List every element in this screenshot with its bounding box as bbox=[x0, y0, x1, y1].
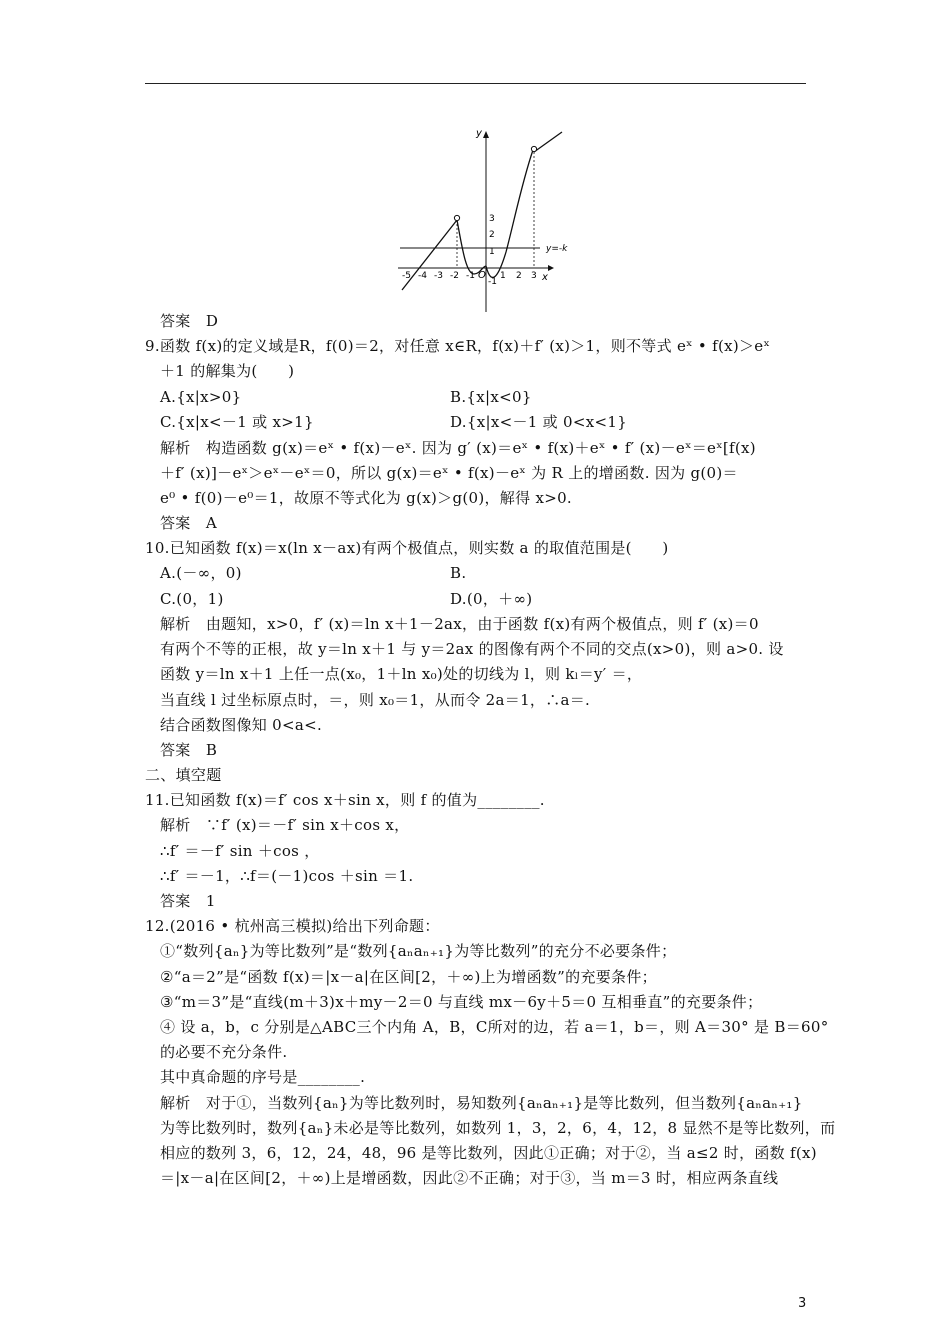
text-line: 12.(2016 • 杭州高三模拟)给出下列命题： bbox=[145, 917, 440, 935]
text-line: 解析 对于①，当数列{aₙ}为等比数列时，易知数列{aₙaₙ₊₁}是等比数列，但当数列{aₙaₙ₊₁} bbox=[160, 1094, 803, 1112]
x-tick-label: 1 bbox=[500, 271, 506, 281]
text-line: 解析 由题知，x>0，f′ (x)＝ln x＋1－2ax，由于函数 f(x)有两个极值点，则 f′ (x)＝0 bbox=[160, 615, 759, 633]
text-line: B.{x|x<0} bbox=[450, 388, 532, 406]
text-line: 二、填空题 bbox=[145, 766, 222, 784]
page-number: 3 bbox=[798, 1296, 807, 1311]
x-tick-label: -5 bbox=[402, 271, 411, 281]
text-line: D.{x|x<－1 或 0<x<1} bbox=[450, 413, 628, 431]
x-tick-label: 2 bbox=[516, 271, 522, 281]
origin-label: O bbox=[478, 270, 486, 281]
x-axis-label: x bbox=[542, 272, 548, 283]
line-label: y=-k bbox=[546, 244, 568, 254]
y-tick-label: 2 bbox=[489, 230, 495, 240]
text-line: 9.函数 f(x)的定义域是R，f(0)＝2，对任意 x∈R，f(x)＋f′ (x)＞1，则不等式 eˣ • f(x)＞eˣ bbox=[145, 337, 771, 355]
x-tick-label: 3 bbox=[531, 271, 537, 281]
text-line: 解析 构造函数 g(x)＝eˣ • f(x)－eˣ. 因为 g′ (x)＝eˣ • f(x)＋eˣ • f′ (x)－eˣ＝eˣ[f(x) bbox=[160, 439, 756, 457]
text-line: ＋1 的解集为( ) bbox=[160, 362, 295, 380]
text-line: ＋f′ (x)]－eˣ＞eˣ－eˣ＝0，所以 g(x)＝eˣ • f(x)－eˣ 为 R 上的增函数. 因为 g(0)＝ bbox=[160, 464, 738, 482]
x-tick-label: -1 bbox=[466, 271, 475, 281]
y-tick-label: -1 bbox=[488, 277, 497, 287]
y-tick-label: 3 bbox=[489, 214, 495, 224]
text-line: C.(0，1) bbox=[160, 590, 224, 608]
text-line: 当直线 l 过坐标原点时，＝，则 x₀＝1，从而令 2a＝1，∴a＝. bbox=[160, 691, 591, 709]
text-line: 解析 ∵f′ (x)＝－f′ sin x＋cos x， bbox=[160, 816, 410, 834]
y-tick-label: 1 bbox=[489, 247, 495, 257]
text-line: e⁰ • f(0)－e⁰＝1，故原不等式化为 g(x)＞g(0)，解得 x>0. bbox=[160, 489, 572, 507]
text-line: 相应的数列 3，6，12，24，48，96 是等比数列，因此①正确；对于②，当 a≤2 时，函数 f(x) bbox=[160, 1144, 817, 1162]
text-line: 10.已知函数 f(x)＝x(ln x－ax)有两个极值点，则实数 a 的取值范围是( ) bbox=[145, 539, 669, 557]
x-tick-label: -3 bbox=[434, 271, 443, 281]
text-line: A.(－∞，0) bbox=[160, 564, 242, 582]
x-tick-label: -4 bbox=[418, 271, 427, 281]
text-line: ②“a＝2”是“函数 f(x)＝|x－a|在区间[2，＋∞)上为增函数”的充要条件； bbox=[160, 968, 657, 986]
text-line: ①“数列{aₙ}为等比数列”是“数列{aₙaₙ₊₁}为等比数列”的充分不必要条件； bbox=[160, 942, 677, 960]
curve-upper bbox=[534, 132, 562, 152]
header-rule bbox=[145, 83, 806, 84]
text-line: ∴f′ ＝－1，∴f＝(－1)cos ＋sin ＝1. bbox=[160, 867, 414, 885]
text-line: ③“m＝3”是“直线(m＋3)x＋my－2＝0 与直线 mx－6y＋5＝0 互相垂直”的充要条件； bbox=[160, 993, 763, 1011]
x-axis-arrow bbox=[548, 265, 554, 271]
text-line: 答案 A bbox=[160, 514, 218, 532]
y-axis-label: y bbox=[476, 128, 482, 139]
text-line: 的必要不充分条件. bbox=[160, 1043, 288, 1061]
text-line: 为等比数列时，数列{aₙ}未必是等比数列，如数列 1，3，2，6，4，12，8 显然不是等比数列，而 bbox=[160, 1119, 836, 1137]
x-tick-label: -2 bbox=[450, 271, 459, 281]
text-line: 其中真命题的序号是________. bbox=[160, 1068, 366, 1086]
text-line: A.{x|x>0} bbox=[160, 388, 242, 406]
open-point bbox=[531, 146, 536, 151]
text-line: 答案 1 bbox=[160, 892, 216, 910]
text-line: 11.已知函数 f(x)＝f′ cos x＋sin x，则 f 的值为________. bbox=[145, 791, 545, 809]
text-line: 函数 y＝ln x＋1 上任一点(x₀，1＋ln x₀)处的切线为 l，则 kₗ＝y′ ＝， bbox=[160, 665, 643, 683]
function-graph bbox=[390, 122, 570, 322]
text-line: ∴f′ ＝－f′ sin ＋cos ， bbox=[160, 842, 320, 860]
text-line: C.{x|x<－1 或 x>1} bbox=[160, 413, 314, 431]
text-line: 有两个不等的正根，故 y＝ln x＋1 与 y＝2ax 的图像有两个不同的交点(x>0)，则 a>0. 设 bbox=[160, 640, 784, 658]
text-line: 答案 B bbox=[160, 741, 218, 759]
curve-middle bbox=[457, 220, 486, 274]
text-line: 答案 D bbox=[160, 312, 219, 330]
text-line: ④ 设 a，b，c 分别是△ABC三个内角 A，B，C所对的边，若 a＝1，b＝，则 A＝30° 是 B＝60° bbox=[160, 1018, 829, 1036]
text-line: 结合函数图像知 0<a<. bbox=[160, 716, 323, 734]
y-axis-arrow bbox=[483, 131, 489, 138]
text-line: D.(0，＋∞) bbox=[450, 590, 533, 608]
text-line: ＝|x－a|在区间[2，＋∞)上是增函数，因此②不正确；对于③，当 m＝3 时，相应两条直线 bbox=[160, 1169, 779, 1187]
text-line: B. bbox=[450, 564, 467, 582]
open-point bbox=[454, 215, 459, 220]
